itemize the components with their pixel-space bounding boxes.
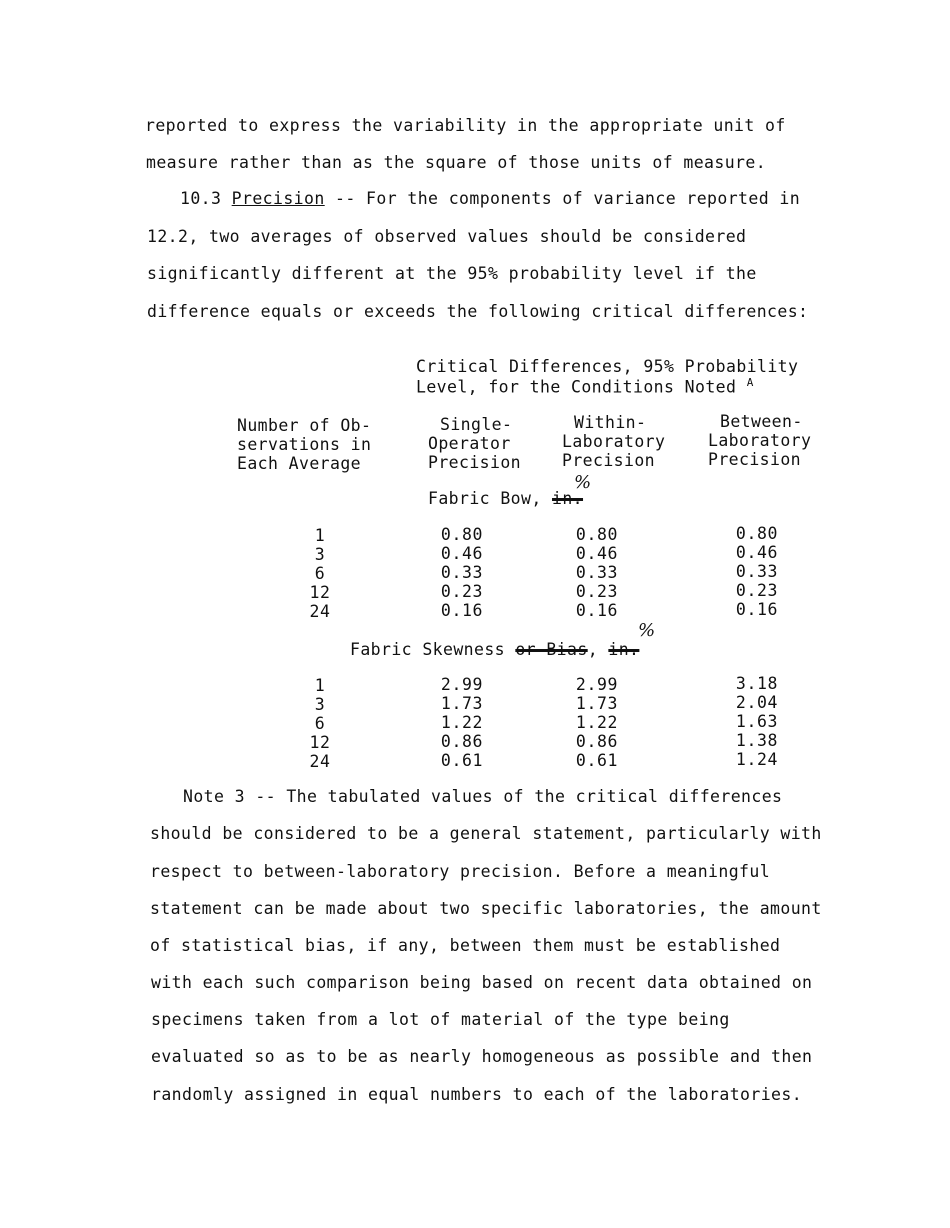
value-cell: 0.46 [735, 543, 779, 563]
precision-heading: Precision [231, 189, 325, 208]
section-title-fabric-bow [428, 489, 583, 508]
header-col1-line: Each Average [237, 454, 362, 473]
section-number: 10.3 [180, 189, 232, 208]
value-cell: 1.38 [735, 731, 779, 751]
observations-cell: 12 [309, 733, 331, 752]
header-col2-line: Precision [428, 453, 522, 472]
table-caption-line-1: Critical Differences, 95% Probability [416, 357, 799, 376]
header-col2-line: Single- [440, 415, 513, 434]
note-line: specimens taken from a lot of material of the type being [151, 1010, 730, 1029]
value-cell: 3.18 [735, 674, 779, 694]
section-title-fabric-skewness [350, 640, 639, 659]
observations-cell: 3 [314, 545, 326, 564]
header-col4-line: Laboratory [708, 431, 812, 450]
value-cell: 0.33 [735, 562, 779, 582]
observations-cell: 24 [309, 602, 331, 621]
note-line: with each such comparison being based on recent data obtained on [151, 973, 813, 992]
handwritten-percent: % [638, 620, 656, 641]
header-col3-line: Precision [562, 451, 656, 470]
value-cell: 0.80 [575, 524, 619, 544]
header-col3-line: Laboratory [562, 432, 666, 451]
value-cell: 0.61 [440, 751, 484, 771]
section-title-text: Fabric Bow, [428, 489, 553, 508]
note-line: statement can be made about two specific laboratories, the amount [150, 899, 822, 918]
header-col1-line: servations in [237, 435, 372, 454]
value-cell: 1.73 [440, 694, 484, 714]
precision-line-4: difference equals or exceeds the following critical differences: [147, 302, 809, 321]
value-cell: 0.16 [440, 601, 484, 621]
struck-unit: in. [552, 489, 584, 508]
value-cell: 2.99 [575, 674, 619, 694]
value-cell: 0.16 [575, 600, 619, 620]
value-cell: 1.22 [440, 713, 484, 733]
value-cell: 0.33 [440, 563, 484, 583]
intro-line-2: measure rather than as the square of those units of measure. [146, 153, 767, 172]
note-line: should be considered to be a general statement, particularly with [150, 824, 822, 843]
value-cell: 0.61 [575, 750, 619, 770]
section-title-text: Fabric Skewness [350, 640, 516, 659]
note-line: randomly assigned in equal numbers to each of the laboratories. [151, 1085, 803, 1104]
header-col3-line: Within- [574, 413, 647, 432]
value-cell: 0.86 [440, 732, 484, 752]
observations-cell: 1 [314, 526, 326, 545]
struck-unit: in. [608, 640, 640, 659]
note-line: evaluated so as to be as nearly homogeneous as possible and then [151, 1047, 813, 1066]
table-caption-text: Level, for the Conditions Noted [416, 377, 737, 397]
precision-first-line-text: -- For the components of variance reported in [324, 189, 801, 208]
value-cell: 2.04 [735, 693, 779, 713]
intro-line-1: reported to express the variability in the appropriate unit of [145, 116, 786, 135]
observations-cell: 3 [314, 695, 326, 714]
value-cell: 1.22 [575, 712, 619, 732]
value-cell: 0.33 [575, 562, 619, 582]
value-cell: 1.73 [575, 693, 619, 713]
precision-first-line [180, 189, 800, 208]
observations-cell: 24 [309, 752, 331, 771]
value-cell: 0.80 [440, 525, 484, 545]
header-col4-line: Precision [708, 450, 802, 469]
value-cell: 1.63 [735, 712, 779, 732]
value-cell: 0.23 [440, 582, 484, 602]
separator: , [587, 640, 609, 659]
observations-cell: 6 [314, 714, 326, 733]
value-cell: 0.16 [735, 600, 779, 620]
note-line: respect to between-laboratory precision. Before a meaningful [150, 862, 771, 881]
header-col2-line: Operator [428, 434, 511, 453]
note-line: of statistical bias, if any, between them must be established [150, 936, 781, 955]
footnote-mark: A [746, 376, 754, 389]
header-col4-line: Between- [720, 412, 803, 431]
value-cell: 1.24 [735, 750, 779, 770]
observations-cell: 12 [309, 583, 331, 602]
observations-cell: 6 [314, 564, 326, 583]
value-cell: 0.86 [575, 731, 619, 751]
table-caption-line-2 [416, 376, 754, 397]
struck-word: or Bias [515, 640, 588, 659]
handwritten-percent: % [574, 472, 592, 493]
precision-line-2: 12.2, two averages of observed values should be considered [147, 227, 747, 246]
value-cell: 0.46 [440, 544, 484, 564]
value-cell: 0.46 [575, 543, 619, 563]
value-cell: 0.80 [735, 524, 779, 544]
value-cell: 2.99 [440, 675, 484, 695]
header-col1-line: Number of Ob- [237, 416, 372, 435]
precision-line-3: significantly different at the 95% probability level if the [147, 264, 757, 283]
note-line: Note 3 -- The tabulated values of the critical differences [183, 787, 783, 806]
value-cell: 0.23 [575, 581, 619, 601]
observations-cell: 1 [314, 676, 326, 695]
value-cell: 0.23 [735, 581, 779, 601]
